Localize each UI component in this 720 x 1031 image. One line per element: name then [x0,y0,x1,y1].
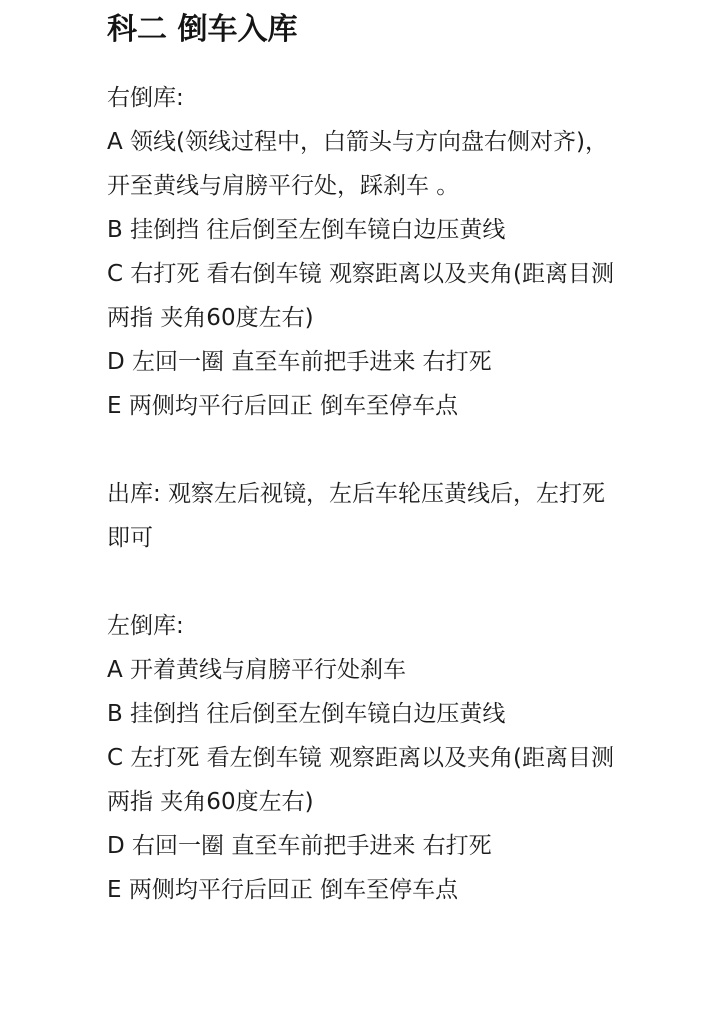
page-title: 科二 倒车入库 [107,12,298,47]
right-reverse-heading: 右倒库: [107,85,184,111]
left-step-e: E 两侧均平行后回正 倒车至停车点 [107,877,459,903]
left-step-c: C 左打死 看左倒车镜 观察距离以及夹角(距离目测两指 夹角60度左右) [107,745,614,815]
right-step-c: C 右打死 看右倒车镜 观察距离以及夹角(距离目测两指 夹角60度左右) [107,261,614,331]
right-step-e: E 两侧均平行后回正 倒车至停车点 [107,393,459,419]
left-step-d: D 右回一圈 直至车前把手进来 右打死 [107,833,492,859]
section-spacer [107,428,667,472]
right-step-a: A 领线(领线过程中，白箭头与方向盘右侧对齐)，开至黄线与肩膀平行处，踩刹车 。 [107,129,608,199]
note-content [107,0,667,912]
right-step-b: B 挂倒挡 往后倒至左倒车镜白边压黄线 [107,217,506,243]
exit-instruction: 出库: 观察左后视镜，左后车轮压黄线后，左打死即可 [107,481,606,551]
section-spacer [107,560,667,604]
left-step-b: B 挂倒挡 往后倒至左倒车镜白边压黄线 [107,701,506,727]
right-step-d: D 左回一圈 直至车前把手进来 右打死 [107,349,492,375]
left-reverse-heading: 左倒库: [107,613,184,639]
left-step-a: A 开着黄线与肩膀平行处刹车 [107,657,407,683]
